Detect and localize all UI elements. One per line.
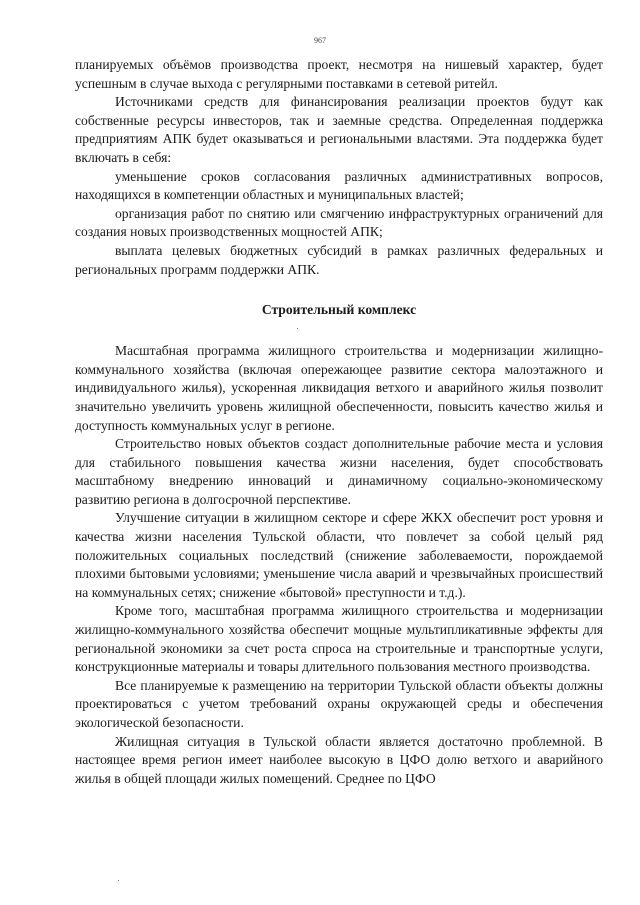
paragraph: Жилищная ситуация в Тульской области является достаточно проблемной. В настоящее время регион имеет наиболее высокую в ЦФО долю ветхого и аварийного жилья в общей площади жилых помещений. Среднее по ЦФО: [75, 733, 603, 786]
scan-speck: [297, 328, 298, 329]
paragraph: Масштабная программа жилищного строительства и модернизации жилищно-коммунального хозяйства (включая опережающее развитие сектора малоэтажного и индивидуального жилья), ускоренная ликвидация ветхого и аварийного жилья позволит значительно увеличить уровень жилищной обеспеченности, повысить качество жилья и доступность коммунальных услуг в регионе.: [75, 343, 603, 433]
scan-speck: [118, 880, 119, 881]
paragraph: Все планируемые к размещению на территории Тульской области объекты должны проектироваться с учетом требований охраны окружающей среды и обеспечения экологической безопасности.: [75, 677, 603, 730]
paragraph: планируемых объёмов производства проект, несмотря на нишевый характер, будет успешным в случае выхода с регулярными поставками в сетевой ритейл.: [75, 57, 603, 91]
paragraph: Источниками средств для финансирования реализации проектов будут как собственные ресурсы инвесторов, так и заемные средства. Определенная поддержка предприятиям АПК будет оказываться и региональными властями. Эта поддержка будет включать в себя:: [75, 94, 603, 165]
paragraph: Строительство новых объектов создаст дополнительные рабочие места и условия для стабильного повышения качества жизни населения, будет способствовать масштабному внедрению инноваций и динамичному социально-экономическому развитию региона в долгосрочной перспективе.: [75, 436, 603, 507]
list-item: организация работ по снятию или смягчению инфраструктурных ограничений для создания новых производственных мощностей АПК;: [75, 205, 603, 240]
section-heading: Строительный комплекс: [261, 302, 417, 318]
list-item: выплата целевых бюджетных субсидий в рамках различных федеральных и региональных программ поддержки АПК.: [75, 242, 603, 277]
list-item: уменьшение сроков согласования различных административных вопросов, находящихся в компетенции областных и муниципальных властей;: [75, 168, 603, 203]
paragraph: Кроме того, масштабная программа жилищного строительства и модернизации жилищно-коммунального хозяйства обеспечит мощные мультипликативные эффекты для региональной экономики за счет роста спроса на строительные и транспортные услуги, конструкционные материалы и товары длительного пользования местного производства.: [75, 603, 603, 675]
page-number: 967: [314, 36, 326, 45]
paragraph: Улучшение ситуации в жилищном секторе и сфере ЖКХ обеспечит рост уровня и качества жизни населения Тульской области, что повлечет за собой целый ряд положительных социальных последствий (снижение заболеваемости, порождаемой плохими бытовыми условиями; уменьшение числа аварий и чрезвычайных происшествий на коммунальных сетях; снижение «бытовой» преступности и т.д.).: [75, 510, 603, 600]
page-content: [75, 56, 603, 788]
